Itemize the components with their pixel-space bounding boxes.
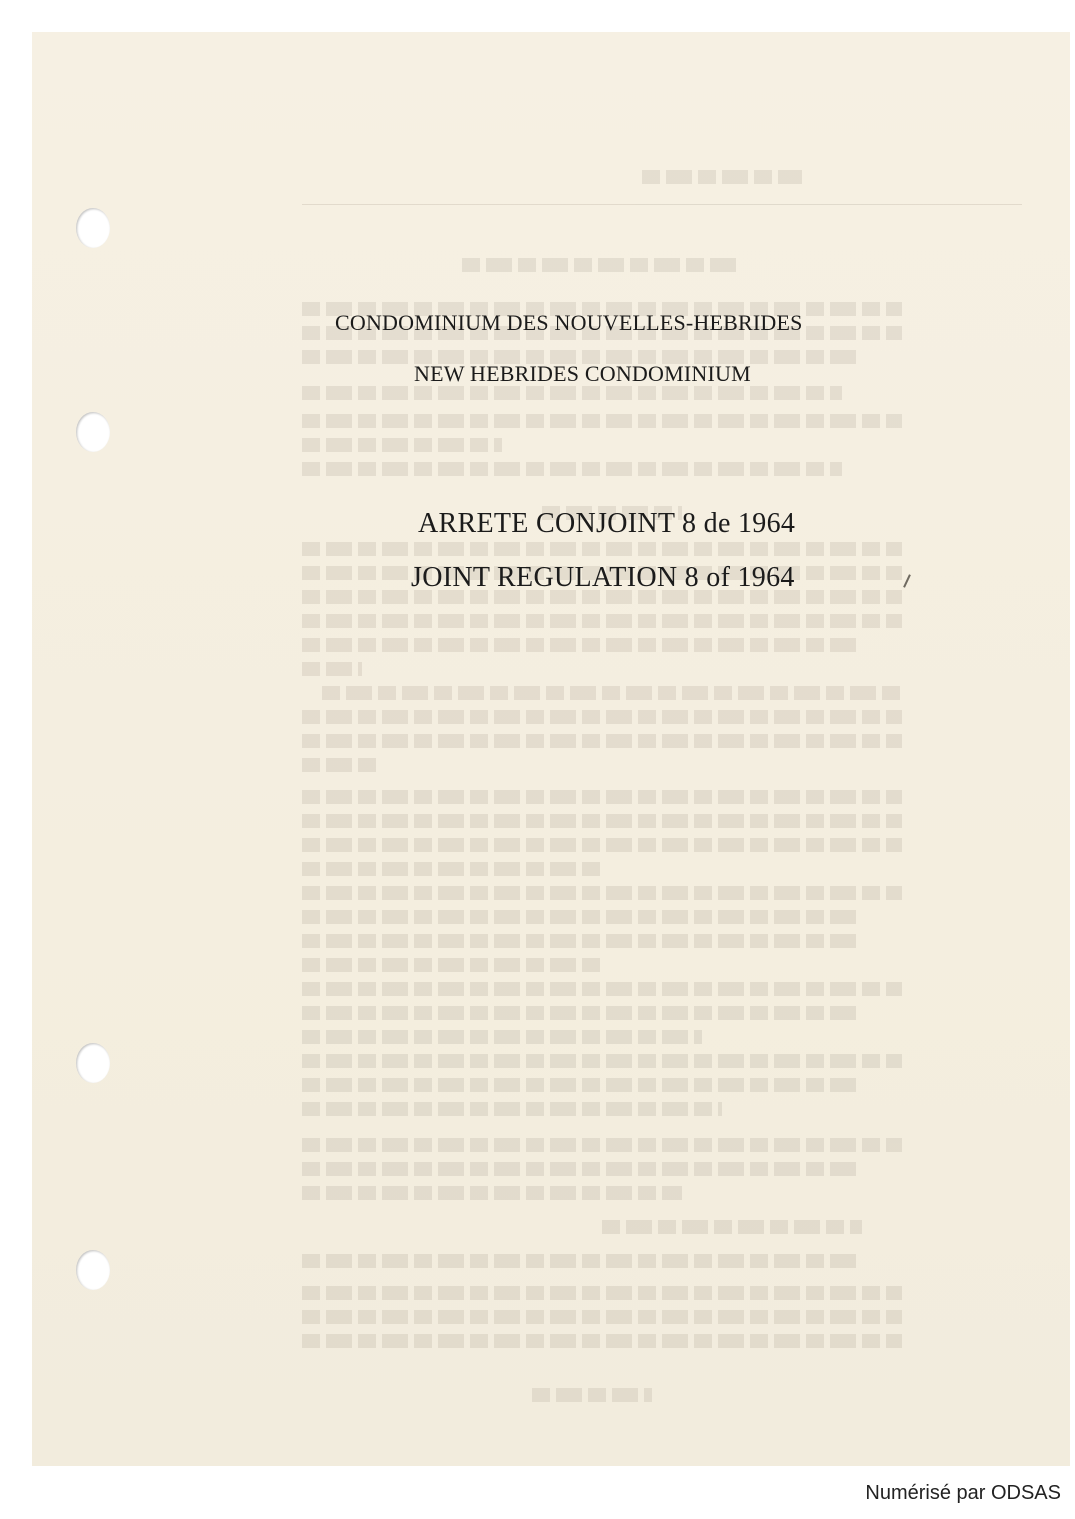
heading-french: CONDOMINIUM DES NOUVELLES-HEBRIDES [335, 310, 803, 335]
paper-sheet [32, 32, 1070, 1466]
punch-hole [76, 1250, 110, 1290]
show-through-text [302, 162, 1022, 1412]
title-french: ARRETE CONJOINT 8 de 1964 [418, 508, 796, 539]
digitization-credit: Numérisé par ODSAS [865, 1482, 1061, 1504]
title-english: JOINT REGULATION 8 of 1964 [411, 562, 795, 593]
punch-hole [76, 1043, 110, 1083]
punch-hole [76, 208, 110, 248]
punch-hole [76, 412, 110, 452]
heading-english: NEW HEBRIDES CONDOMINIUM [414, 361, 751, 386]
